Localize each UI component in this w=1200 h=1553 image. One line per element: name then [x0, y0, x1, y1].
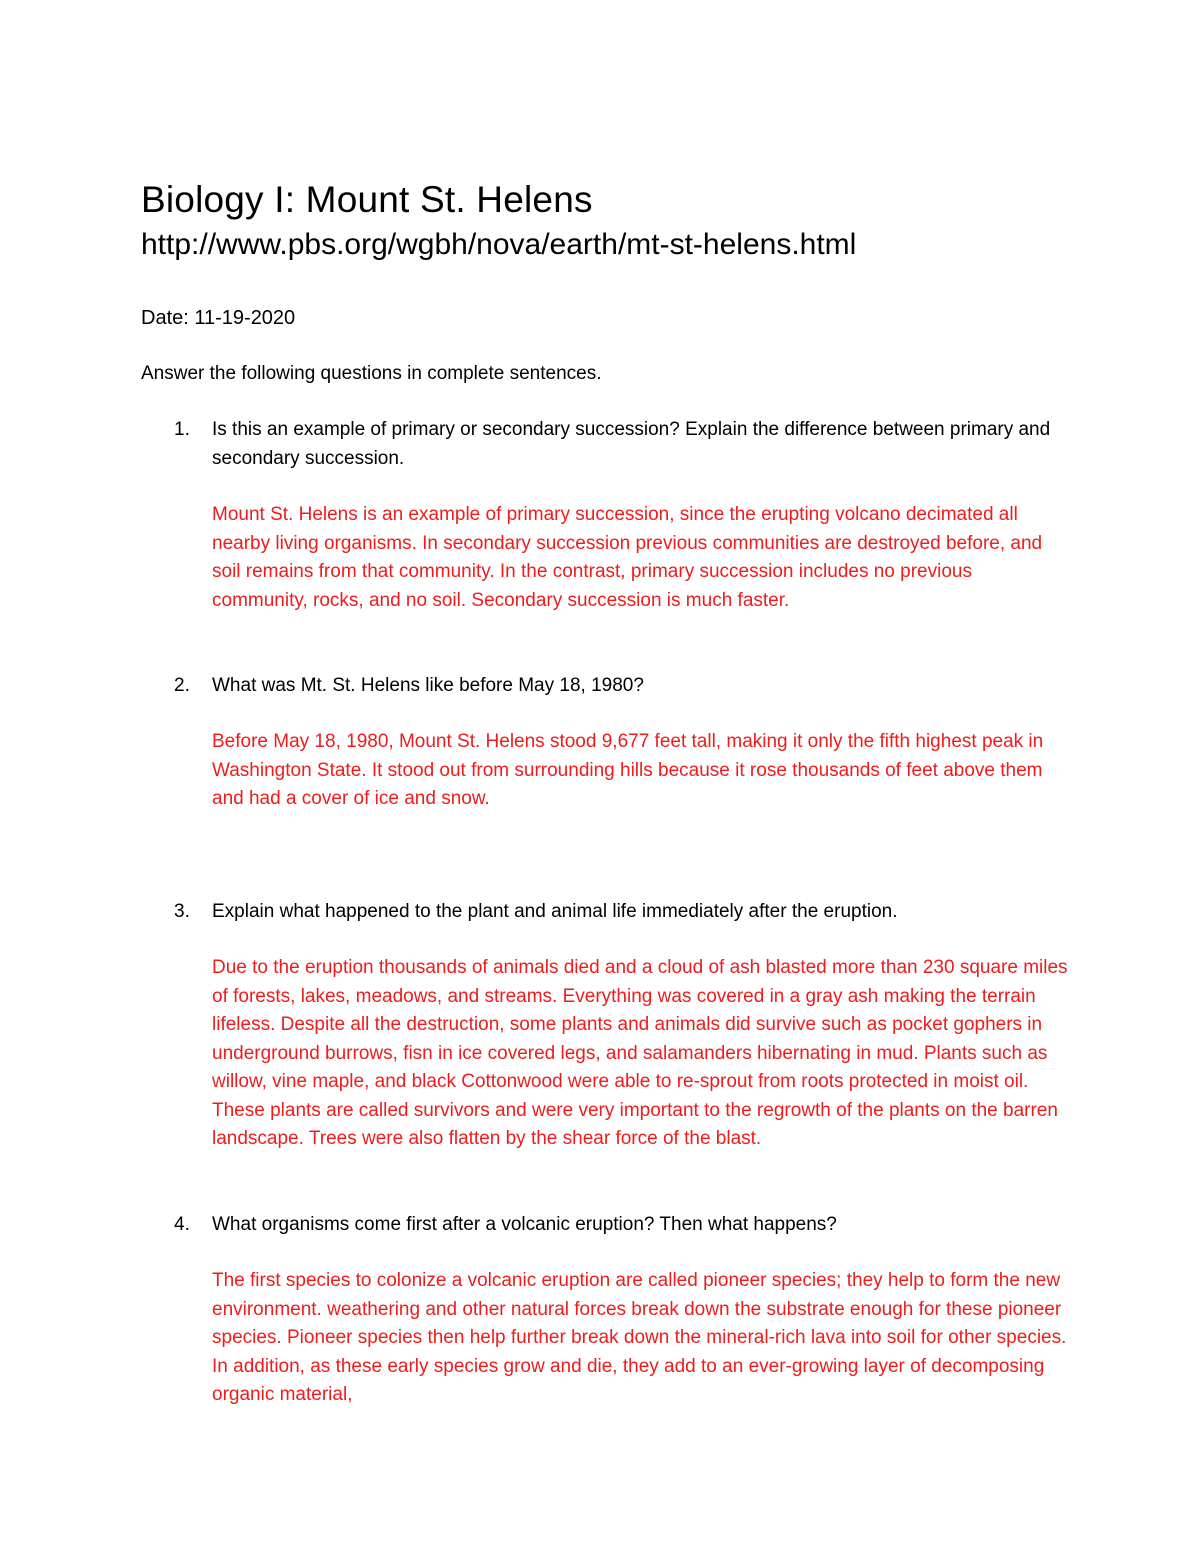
answer-3-text: Due to the eruption thousands of animals died and a cloud of ash blasted more than 230 square miles of forests, lakes, meadows, and streams. Everything was covered in a gray ash making the terrain lifeless. Despite all the destruction, some plants and animals did survive such as pocket gophers in underground burrows, fisn in ice covered legs, and salamanders hibernating in mud. Plants such as willow, vine maple, and black Cottonwood were able to re-sprout from roots protected in moist oil. These plants are called survivors and were very important to the regrowth of the plants on the barren landscape. Trees were also flatten by the shear force of the blast.	[212, 957, 1068, 1149]
answer-1-text: Mount St. Helens is an example of primary succession, since the erupting volcano decimated all nearby living organisms. In secondary succession previous communities are destroyed before, and soil remains from that community. In the contrast, primary succession includes no previous community, rocks, and no soil. Secondary succession is much faster.	[212, 504, 1043, 611]
instructions: Answer the following questions in complete sentences.	[141, 363, 602, 384]
question-4-number: 4.	[174, 1214, 190, 1235]
document-date: Date: 11-19-2020	[141, 307, 296, 329]
question-4-text: What organisms come first after a volcanic eruption? Then what happens?	[212, 1214, 837, 1235]
question-1-text: Is this an example of primary or secondary succession? Explain the difference between primary and secondary succession.	[212, 419, 1051, 469]
question-3-number: 3.	[174, 901, 190, 922]
answer-4-text: The first species to colonize a volcanic eruption are called pioneer species; they help to form the new environment. weathering and other natural forces break down the substrate enough for these pioneer species. Pioneer species then help further break down the mineral-rich lava into soil for other species. In addition, as these early species grow and die, they add to an ever-growing layer of decomposing organic material,	[212, 1270, 1067, 1405]
document-title: Biology I: Mount St. Helens	[141, 179, 593, 220]
question-2-text: What was Mt. St. Helens like before May 18, 1980?	[212, 675, 644, 696]
question-2-number: 2.	[174, 675, 190, 696]
question-1-number: 1.	[174, 419, 190, 440]
question-3-text: Explain what happened to the plant and animal life immediately after the eruption.	[212, 901, 898, 922]
source-url: http://www.pbs.org/wgbh/nova/earth/mt-st-helens.html	[141, 228, 857, 261]
answer-2-text: Before May 18, 1980, Mount St. Helens stood 9,677 feet tall, making it only the fifth highest peak in Washington State. It stood out from surrounding hills because it rose thousands of feet above them and had a cover of ice and snow.	[212, 731, 1044, 809]
